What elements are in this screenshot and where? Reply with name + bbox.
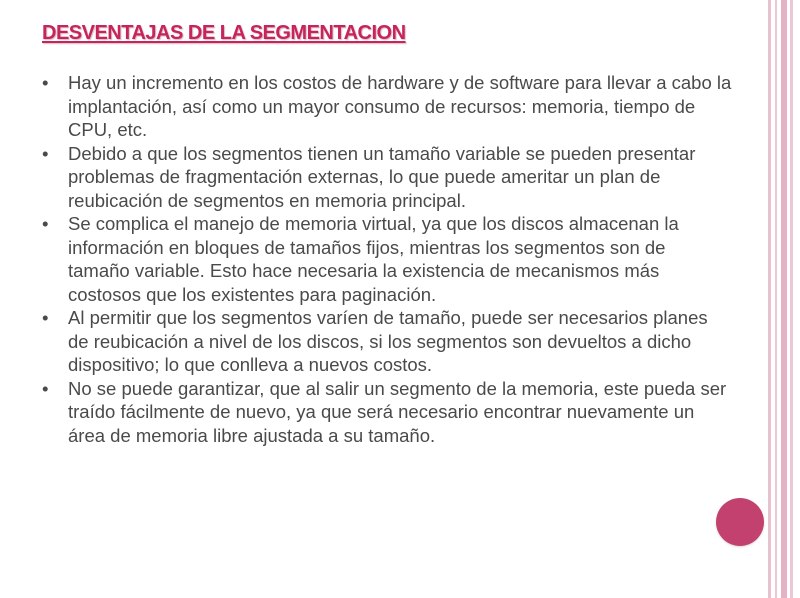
bullet-text: No se puede garantizar, que al salir un segmento de la memoria, este pueda ser traído fácilmente de nuevo, ya que será necesario encontrar nuevamente un área de memoria libre ajustada a su tamaño.	[68, 377, 727, 446]
bullet-item	[42, 71, 732, 142]
bullet-list	[42, 71, 732, 447]
bullet-text: Al permitir que los segmentos varíen de tamaño, puede ser necesarios planes de reubicación a nivel de los discos, si los segmentos son devueltos a dicho dispositivo; lo que conlleva a nuevos costos.	[68, 307, 708, 375]
side-stripe	[775, 0, 777, 598]
side-stripe	[768, 0, 771, 598]
bullet-item	[42, 306, 732, 377]
bullet-text: Debido a que los segmentos tienen un tamaño variable se pueden presentar problemas de fragmentación externas, lo que puede ameritar un plan de reubicación de segmentos en memoria principal.	[68, 142, 696, 211]
bullet-item	[42, 377, 732, 448]
decorative-circle-icon	[716, 498, 764, 546]
slide-title: DESVENTAJAS DE LA SEGMENTACION	[42, 22, 406, 44]
bullet-item	[42, 142, 732, 213]
bullet-text: Hay un incremento en los costos de hardware y de software para llevar a cabo la implantación, así como un mayor consumo de recursos: memoria, tiempo de CPU, etc.	[68, 72, 732, 140]
bullet-icon: •	[42, 72, 49, 93]
bullet-icon: •	[42, 377, 49, 399]
bullet-icon: •	[42, 213, 49, 234]
bullet-icon: •	[42, 307, 49, 328]
side-stripe	[781, 0, 787, 598]
bullet-text: Se complica el manejo de memoria virtual, ya que los discos almacenan la información en bloques de tamaños fijos, mientras los segmentos son de tamaño variable. Esto hace necesaria la existencia de mecanismos más costosos que los existentes para paginación.	[68, 213, 679, 305]
side-stripe	[790, 0, 793, 598]
bullet-item	[42, 212, 732, 306]
bullet-icon: •	[42, 142, 49, 164]
